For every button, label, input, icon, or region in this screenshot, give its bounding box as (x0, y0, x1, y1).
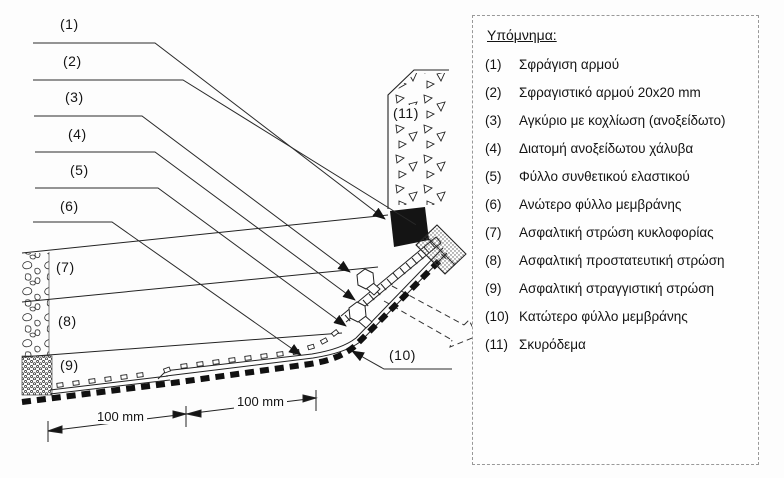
legend-item: (9) Ασφαλτική στραγγιστική στρώση (485, 281, 715, 296)
leader-lines (33, 43, 452, 369)
callout-7: (7) (56, 259, 75, 275)
legend-item: (8) Ασφαλτική προστατευτική στρώση (485, 253, 725, 268)
asphalt-traffic-layer-texture (22, 253, 49, 302)
callout-3: (3) (65, 89, 84, 105)
concrete-texture (390, 73, 449, 205)
legend-item: (2) Σφραγιστικό αρμού 20x20 mm (485, 85, 701, 100)
leader-6 (33, 222, 301, 355)
dimension-label-right: 100 mm (234, 394, 287, 409)
asphalt-drainage-layer-texture (22, 356, 52, 395)
leader-2 (33, 80, 426, 231)
callout-2: (2) (63, 53, 82, 69)
callout-6: (6) (60, 198, 79, 214)
dimension-label-left: 100 mm (94, 409, 147, 424)
asphalt-protective-layer-texture (22, 302, 49, 356)
legend-item: (11) Σκυρόδεμα (485, 337, 586, 352)
legend-item: (4) Διατομή ανοξείδωτου χάλυβα (485, 141, 694, 156)
leader-5 (35, 188, 346, 326)
membrane-fixation-squares (57, 330, 339, 388)
legend-item: (10) Κατώτερο φύλλο μεμβράνης (485, 309, 688, 324)
callout-1: (1) (60, 16, 79, 32)
callout-8: (8) (58, 313, 77, 329)
concrete-column (388, 70, 449, 209)
lower-membrane-dashed (22, 256, 444, 402)
legend-panel (472, 15, 759, 465)
legend-item: (1) Σφράγιση αρμού (485, 57, 620, 72)
legend-item: (6) Ανώτερο φύλλο μεμβράνης (485, 197, 682, 212)
callout-11: (11) (393, 105, 419, 121)
pavement-layers-strip (22, 252, 52, 395)
callout-9: (9) (60, 357, 79, 373)
road-surface-line (22, 215, 388, 253)
legend-item: (7) Ασφαλτική στρώση κυκλοφορίας (485, 225, 714, 240)
legend-item: (3) Αγκύριο με κοχλίωση (ανοξείδωτο) (485, 113, 726, 128)
legend-item: (5) Φύλλο συνθετικού ελαστικού (485, 169, 690, 184)
callout-4: (4) (68, 126, 87, 142)
legend-title: Υπόμνημα: (487, 27, 557, 43)
callout-10: (10) (389, 347, 416, 363)
upper-membrane-sheet-lower2 (50, 380, 170, 394)
callout-5: (5) (70, 162, 89, 178)
